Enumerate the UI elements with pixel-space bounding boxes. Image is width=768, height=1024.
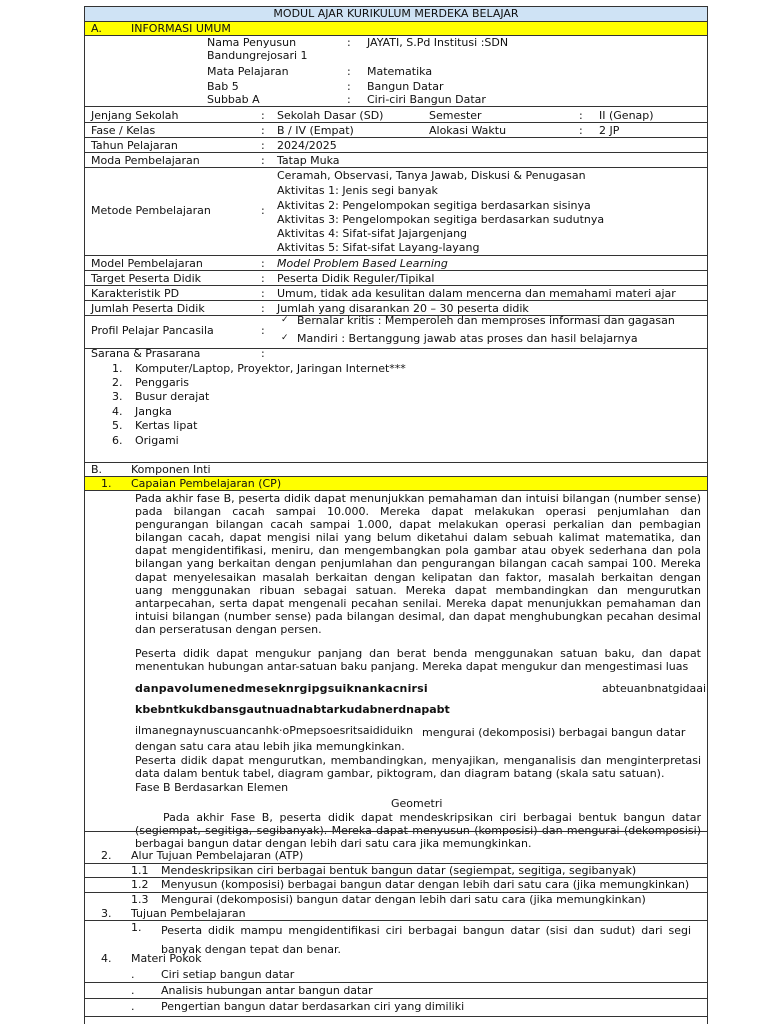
sarana-num: 6. — [112, 434, 123, 447]
cp-paragraph: Peserta didik dapat mengurutkan, membandingkan, menyajikan, menganalisis dan menginterpretasi data dalam bentuk tabel, diagram gambar, piktogram, dan diagram batang (skala satu satuan). — [135, 754, 701, 781]
cp-text: mengurai (dekomposisi) berbagai bangun datar — [422, 726, 686, 739]
info-colon: : — [261, 302, 265, 315]
materi-item: Analisis hubungan antar bangun datar — [161, 984, 373, 997]
materi-item: Pengertian bangun datar berdasarkan ciri yang dimiliki — [161, 1000, 465, 1013]
info-colon: : — [261, 124, 265, 137]
profil-item: Bernalar kritis : Memperoleh dan memproses informasi dan gagasan — [297, 314, 675, 327]
metode-line: Aktivitas 1: Jenis segi banyak — [277, 184, 438, 197]
sarana-num: 3. — [112, 390, 123, 403]
materi-bullet: . — [131, 984, 135, 997]
atp-item-num: 1.2 — [131, 878, 149, 891]
divider — [85, 490, 707, 491]
identity-label: Bandungrejosari 1 — [207, 49, 308, 62]
identity-colon: : — [347, 36, 351, 49]
sarana-colon: : — [261, 347, 265, 360]
section-a-label: INFORMASI UMUM — [131, 22, 231, 35]
section-b-letter: B. — [91, 463, 103, 476]
materi-bullet: . — [131, 1000, 135, 1013]
identity-colon: : — [347, 93, 351, 106]
divider — [85, 982, 707, 983]
info-value: B / IV (Empat) — [277, 124, 354, 137]
info-label: Jumlah Peserta Didik — [91, 302, 205, 315]
materi-bullet: . — [131, 968, 135, 981]
cp-num: 1. — [101, 477, 112, 490]
atp-num: 2. — [101, 849, 112, 862]
info-colon-2: : — [579, 124, 583, 137]
info-label: Model Pembelajaran — [91, 257, 203, 270]
identity-label: Nama Penyusun — [207, 36, 297, 49]
sarana-num: 5. — [112, 419, 123, 432]
cp-garbled-text: kbebntkukdbansgautnuadnabtarkudabnerdnapabt — [135, 703, 450, 716]
identity-colon: : — [347, 65, 351, 78]
sarana-num: 2. — [112, 376, 123, 389]
identity-value: JAYATI, S.Pd Institusi :SDN — [367, 36, 509, 49]
info-colon-2: : — [579, 109, 583, 122]
info-colon: : — [261, 287, 265, 300]
atp-label: Alur Tujuan Pembelajaran (ATP) — [131, 849, 304, 862]
sarana-item: Komputer/Laptop, Proyektor, Jaringan Internet*** — [135, 362, 406, 375]
metode-colon: : — [261, 204, 265, 217]
info-label-2: Alokasi Waktu — [429, 124, 507, 137]
info-label: Karakteristik PD — [91, 287, 180, 300]
info-value: Sekolah Dasar (SD) — [277, 109, 384, 122]
geometri-heading: Geometri — [391, 797, 443, 810]
info-colon: : — [261, 139, 265, 152]
metode-line: Aktivitas 5: Sifat-sifat Layang-layang — [277, 241, 480, 254]
sarana-num: 1. — [112, 362, 123, 375]
sarana-item: Kertas lipat — [135, 419, 198, 432]
sarana-num: 4. — [112, 405, 123, 418]
cp-paragraph: Pada akhir Fase B, peserta didik dapat mendeskripsikan ciri berbagai bentuk bangun datar (segiempat, segitiga, segibanyak). Mereka dapat menyusun (komposisi) dan mengurai (dekomposisi) berbagai bangun datar dengan lebih dari satu cara jika memungkinkan. — [135, 811, 701, 851]
sarana-label: Sarana & Prasarana — [91, 347, 201, 360]
section-b-label: Komponen Inti — [131, 463, 211, 476]
metode-line: Aktivitas 2: Pengelompokan segitiga berdasarkan sisinya — [277, 199, 591, 212]
info-colon: : — [261, 272, 265, 285]
cp-garbled-text: danpavolumenedmeseknrgipgsuiknankacnirsi — [135, 682, 428, 695]
info-value-2: 2 JP — [599, 124, 620, 137]
check-icon: ✓ — [281, 333, 289, 343]
sarana-item: Origami — [135, 434, 179, 447]
divider — [85, 831, 707, 832]
section-a-letter: A. — [91, 22, 102, 35]
divider — [85, 106, 707, 107]
tujuan-item-num: 1. — [131, 921, 142, 934]
divider — [85, 122, 707, 123]
atp-item: Mendeskripsikan ciri berbagai bentuk bangun datar (segiempat, segitiga, segibanyak) — [161, 864, 637, 877]
divider — [85, 255, 707, 256]
info-colon: : — [261, 109, 265, 122]
cp-label: Capaian Pembelajaran (CP) — [131, 477, 282, 490]
atp-item: Mengurai (dekomposisi) bangun datar dengan lebih dari satu cara (jika memungkinkan) — [161, 893, 646, 906]
atp-item-num: 1.3 — [131, 893, 149, 906]
cp-garbled-text: abteuanbnatgidaai — [602, 682, 707, 695]
divider — [85, 285, 707, 286]
info-label: Tahun Pelajaran — [91, 139, 178, 152]
info-label: Target Peserta Didik — [91, 272, 202, 285]
fase-b-heading: Fase B Berdasarkan Elemen — [135, 781, 289, 794]
materi-item: Ciri setiap bangun datar — [161, 968, 295, 981]
profil-item: Mandiri : Bertanggung jawab atas proses dan hasil belajarnya — [297, 332, 638, 345]
info-colon: : — [261, 154, 265, 167]
identity-value: Matematika — [367, 65, 433, 78]
metode-label: Metode Pembelajaran — [91, 204, 211, 217]
divider — [85, 137, 707, 138]
tujuan-item: Peserta didik mampu mengidentifikasi ciri berbagai bangun datar (sisi dan sudut) dari segi banyak dengan tepat dan benar. — [161, 924, 691, 956]
divider — [85, 167, 707, 168]
cp-garbled-text: ilmanegnaynuscuancanhk·oPmepsoesritsaididuikn — [135, 724, 414, 737]
info-colon: : — [261, 257, 265, 270]
atp-item: Menyusun (komposisi) berbagai bangun datar dengan lebih dari satu cara (jika memungkinkan) — [161, 878, 690, 891]
info-label: Jenjang Sekolah — [91, 109, 179, 122]
info-label: Fase / Kelas — [91, 124, 156, 137]
info-value: Peserta Didik Reguler/Tipikal — [277, 272, 435, 285]
metode-line: Aktivitas 4: Sifat-sifat Jajargenjang — [277, 227, 468, 240]
sarana-item: Penggaris — [135, 376, 189, 389]
cp-text: dengan satu cara atau lebih jika memungkinkan. — [135, 740, 405, 753]
sarana-item: Busur derajat — [135, 390, 210, 403]
check-icon: ✓ — [281, 315, 289, 325]
divider — [85, 300, 707, 301]
info-value: Jumlah yang disarankan 20 – 30 peserta didik — [277, 302, 529, 315]
cp-paragraph: Pada akhir fase B, peserta didik dapat menunjukkan pemahaman dan intuisi bilangan (number sense) pada bilangan cacah sampai 10.000. Mereka dapat melakukan operasi penjumlahan dan pengurangan bilangan cacah sampai 1.000, dapat melakukan operasi perkalian dan pembagian bilangan cacah, dapat mengisi nilai yang belum diketahui dalam sebuah kalimat matematika, dan dapat mengidentifikasi, meniru, dan mengembangkan pola gambar atau obyek sederhana dan pola bilangan yang berkaitan dengan penjumlahan dan pengurangan bilangan cacah sampai 100. Mereka dapat menyelesaikan masalah berkaitan dengan kelipatan dan faktor, masalah berkaitan dengan uang menggunakan ribuan sebagai satuan. Mereka dapat membandingkan dan mengurutkan antarpecahan, serta dapat mengenali pecahan senilai. Mereka dapat menunjukkan pemahaman dan intuisi bilangan (number sense) pada bilangan desimal, dan dapat menghubungkan pecahan desimal dan perseratusan dengan persen. — [135, 492, 701, 636]
info-label-2: Semester — [429, 109, 482, 122]
divider — [85, 152, 707, 153]
tujuan-num: 3. — [101, 907, 112, 920]
metode-line: Ceramah, Observasi, Tanya Jawab, Diskusi & Penugasan — [277, 169, 586, 182]
info-label: Moda Pembelajaran — [91, 154, 200, 167]
atp-item-num: 1.1 — [131, 864, 149, 877]
identity-label: Bab 5 — [207, 80, 239, 93]
info-value-2: II (Genap) — [599, 109, 654, 122]
materi-label: Materi Pokok — [131, 952, 202, 965]
info-value: Model Problem Based Learning — [277, 257, 448, 270]
info-value: Tatap Muka — [277, 154, 340, 167]
sarana-item: Jangka — [135, 405, 172, 418]
cp-paragraph: Peserta didik dapat mengukur panjang dan berat benda menggunakan satuan baku, dan dapat menentukan hubungan antar-satuan baku panjang. Mereka dapat mengukur dan mengestimasi luas — [135, 647, 701, 674]
divider — [85, 1016, 707, 1017]
metode-line: Aktivitas 3: Pengelompokan segitiga berdasarkan sudutnya — [277, 213, 605, 226]
identity-label: Subbab A — [207, 93, 260, 106]
identity-colon: : — [347, 80, 351, 93]
document-title: MODUL AJAR KURIKULUM MERDEKA BELAJAR — [85, 6, 707, 22]
info-value: Umum, tidak ada kesulitan dalam mencerna dan memahami materi ajar — [277, 287, 676, 300]
divider — [85, 270, 707, 271]
document-page — [84, 6, 708, 1024]
profil-label: Profil Pelajar Pancasila — [91, 324, 214, 337]
identity-value: Ciri-ciri Bangun Datar — [367, 93, 486, 106]
identity-value: Bangun Datar — [367, 80, 444, 93]
profil-colon: : — [261, 324, 265, 337]
tujuan-label: Tujuan Pembelajaran — [131, 907, 246, 920]
divider — [85, 998, 707, 999]
materi-num: 4. — [101, 952, 112, 965]
identity-label: Mata Pelajaran — [207, 65, 289, 78]
info-value: 2024/2025 — [277, 139, 337, 152]
